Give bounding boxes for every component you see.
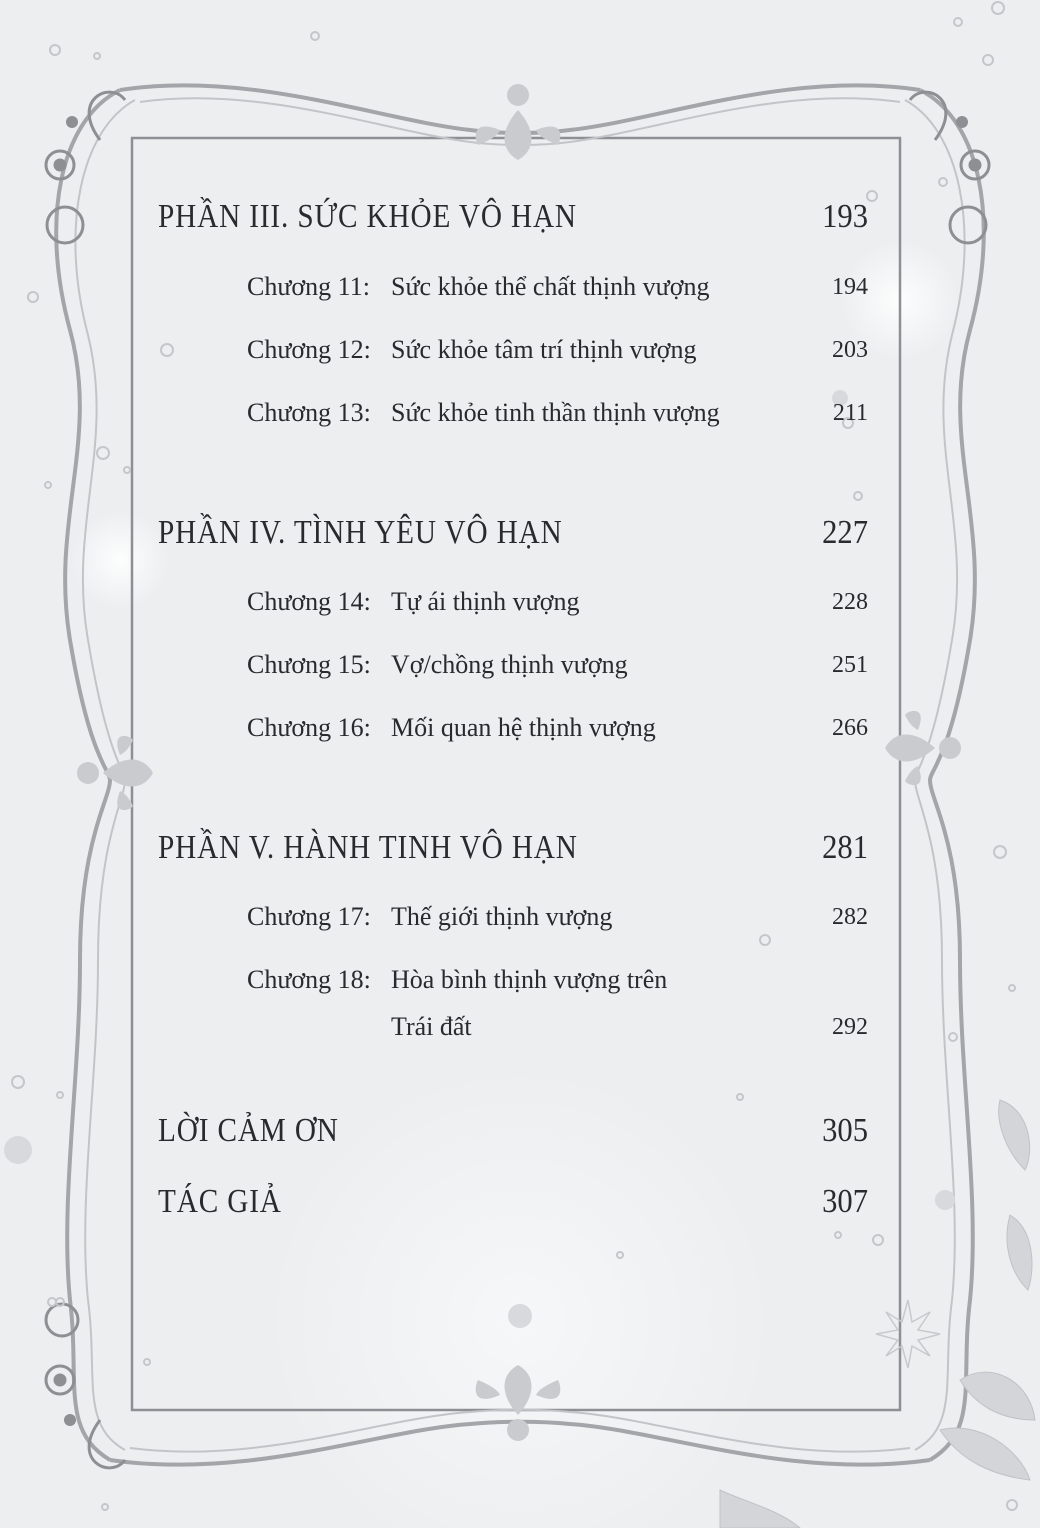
chapter-15-label: Chương 15: <box>247 650 371 679</box>
chapter-17-page: 282 <box>832 904 868 930</box>
part-4-title: PHẦN IV. TÌNH YÊU VÔ HẠN <box>158 514 563 551</box>
chapter-17-title: Thế giới thịnh vượng <box>391 902 613 931</box>
chapter-13-page: 211 <box>832 400 868 426</box>
author-title: TÁC GIẢ <box>158 1183 282 1220</box>
chapter-16-page: 266 <box>832 715 868 741</box>
chapter-16-title: Mối quan hệ thịnh vượng <box>391 713 656 742</box>
chapter-18-page: 292 <box>832 1014 868 1040</box>
chapter-18-label: Chương 18: <box>247 965 371 994</box>
chapter-13-title: Sức khỏe tinh thần thịnh vượng <box>391 398 720 427</box>
part-3-page: 193 <box>822 198 868 235</box>
chapter-11-title: Sức khỏe thể chất thịnh vượng <box>391 272 710 301</box>
chapter-14-label: Chương 14: <box>247 587 371 616</box>
author-page: 307 <box>822 1183 868 1220</box>
chapter-18-title: Hòa bình thịnh vượng trên <box>391 965 668 994</box>
chapter-15-page: 251 <box>832 652 868 678</box>
chapter-16-label: Chương 16: <box>247 713 371 742</box>
acknowledgements-title: LỜI CẢM ƠN <box>158 1112 339 1149</box>
chapter-13-label: Chương 13: <box>247 398 371 427</box>
chapter-14-title: Tự ái thịnh vượng <box>391 587 580 616</box>
chapter-11-label: Chương 11: <box>247 272 370 301</box>
chapter-12-title: Sức khỏe tâm trí thịnh vượng <box>391 335 697 364</box>
part-5-title: PHẦN V. HÀNH TINH VÔ HẠN <box>158 829 578 866</box>
chapter-18-title-line2: Trái đất <box>391 1012 472 1041</box>
chapter-12-page: 203 <box>832 337 868 363</box>
chapter-17-label: Chương 17: <box>247 902 371 931</box>
part-5-page: 281 <box>822 829 868 866</box>
chapter-11-page: 194 <box>832 274 868 300</box>
part-3-title: PHẦN III. SỨC KHỎE VÔ HẠN <box>158 198 577 235</box>
chapter-15-title: Vợ/chồng thịnh vượng <box>391 650 628 679</box>
part-4-page: 227 <box>822 514 868 551</box>
chapter-12-label: Chương 12: <box>247 335 371 364</box>
chapter-14-page: 228 <box>832 589 868 615</box>
acknowledgements-page: 305 <box>822 1112 868 1149</box>
